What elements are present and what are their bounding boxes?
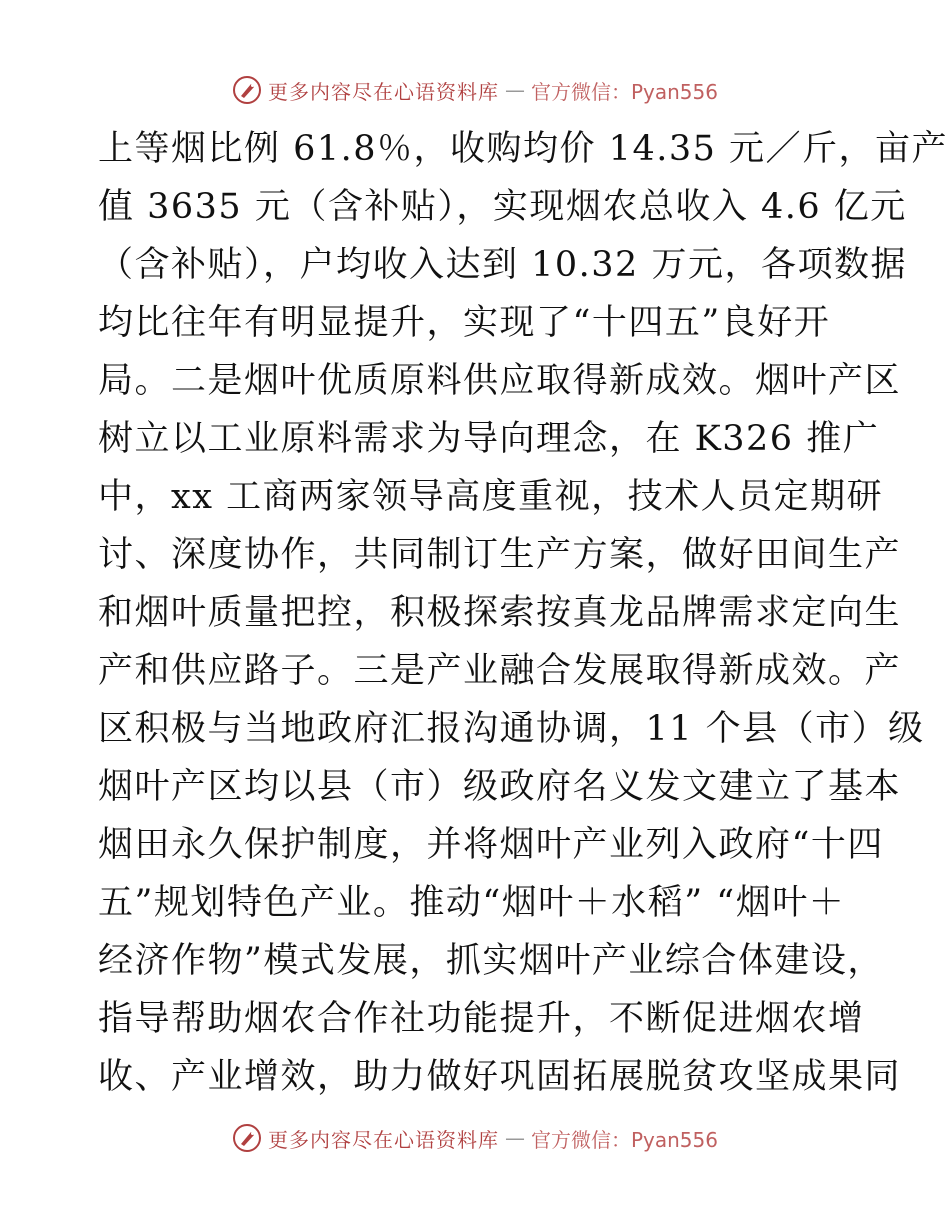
text-line: 均比往年有明显提升，实现了“十四五”良好开 [98, 303, 831, 343]
text-line: 烟叶产区均以县（市）级政府名义发文建立了基本 [98, 767, 902, 807]
watermark-separator: — [504, 1126, 525, 1150]
footer-watermark [0, 1118, 950, 1158]
text-line: 上等烟比例 61.8％，收购均价 14.35 元／斤，亩产 [98, 129, 949, 169]
text-line: 五”规划特色产业。推动“烟叶＋水稻” “烟叶＋ [98, 883, 846, 923]
pen-nib-logo-icon [232, 75, 262, 105]
text-line: 区积极与当地政府汇报沟通协调，11 个县（市）级 [98, 709, 925, 749]
text-line: 局。二是烟叶优质原料供应取得新成效。烟叶产区 [98, 361, 902, 401]
text-line: 经济作物”模式发展，抓实烟叶产业综合体建设， [98, 941, 884, 981]
text-line: 中，xx 工商两家领导高度重视，技术人员定期研 [98, 477, 884, 517]
header-watermark [0, 70, 950, 110]
text-line: 指导帮助烟农合作社功能提升，不断促进烟农增 [98, 999, 865, 1039]
text-line: 值 3635 元（含补贴），实现烟农总收入 4.6 亿元 [98, 187, 907, 227]
text-line: 树立以工业原料需求为导向理念，在 K326 推广 [98, 419, 880, 459]
watermark-wechat: 官方微信：Pyan556 [530, 79, 718, 104]
text-line: （含补贴），户均收入达到 10.32 万元，各项数据 [98, 245, 907, 285]
watermark-wechat: 官方微信：Pyan556 [530, 1127, 718, 1152]
text-line: 收、产业增效，助力做好巩固拓展脱贫攻坚成果同 [98, 1057, 902, 1097]
text-line: 烟田永久保护制度，并将烟叶产业列入政府“十四 [98, 825, 884, 865]
watermark-text: 更多内容尽在心语资料库 [267, 1127, 499, 1152]
document-body [98, 120, 949, 1106]
pen-nib-logo-icon [232, 1123, 262, 1153]
text-line: 和烟叶质量把控，积极探索按真龙品牌需求定向生 [98, 593, 902, 633]
watermark-separator: — [504, 78, 525, 102]
text-line: 产和供应路子。三是产业融合发展取得新成效。产 [98, 651, 902, 691]
text-line: 讨、深度协作，共同制订生产方案，做好田间生产 [98, 535, 902, 575]
watermark-text: 更多内容尽在心语资料库 [267, 79, 499, 104]
